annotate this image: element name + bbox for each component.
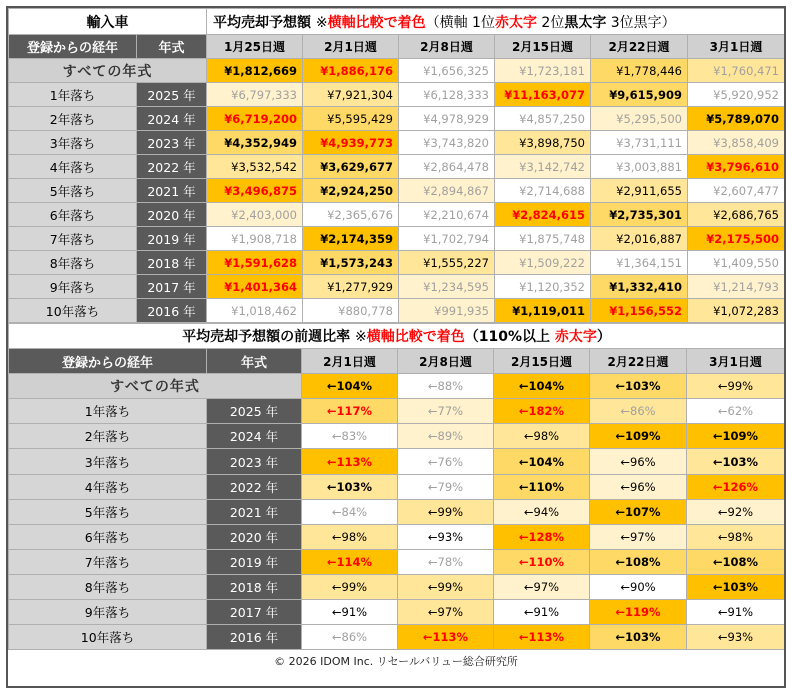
ratio-cell: ←110% — [494, 549, 590, 574]
table-row — [9, 83, 785, 107]
ratio-cell: ←94% — [494, 499, 590, 524]
age-label: 6年落ち — [9, 203, 137, 227]
all-years-row — [9, 374, 785, 399]
all-years-label: すべての年式 — [9, 59, 207, 83]
table-row — [9, 131, 785, 155]
age-label: 1年落ち — [9, 399, 207, 424]
ratio-cell: ←113% — [494, 625, 590, 650]
table-row — [9, 600, 785, 625]
age-label: 4年落ち — [9, 474, 207, 499]
price-cell: ¥5,920,952 — [688, 83, 785, 107]
table-row — [9, 549, 785, 574]
price-cell: ¥4,352,949 — [207, 131, 303, 155]
price-cell: ¥1,409,550 — [688, 251, 785, 275]
ratio-cell: ←79% — [398, 474, 494, 499]
table-row — [9, 574, 785, 599]
week-column-header: 2月15日週 — [495, 35, 591, 59]
ratio-cell: ←86% — [302, 625, 398, 650]
ratio-cell: ←103% — [590, 625, 687, 650]
title-segment: 平均売却予想額 — [213, 14, 316, 31]
price-cell: ¥1,573,243 — [303, 251, 399, 275]
ratio-cell: ←96% — [590, 474, 687, 499]
ratio-cell: ←99% — [398, 499, 494, 524]
price-cell: ¥7,921,304 — [303, 83, 399, 107]
header-row — [9, 349, 785, 374]
week-column-header: 2月15日週 — [494, 349, 590, 374]
age-label: 10年落ち — [9, 299, 137, 323]
title-segment: 横軸比較で着色 — [366, 329, 465, 346]
price-cell: ¥3,743,820 — [399, 131, 495, 155]
age-column-header: 登録からの経年 — [9, 349, 207, 374]
title-segment: 黒太字 — [564, 14, 607, 31]
ratio-cell: ←99% — [687, 374, 785, 399]
title-segment: 3位黒字） — [606, 14, 676, 31]
price-cell: ¥1,072,283 — [688, 299, 785, 323]
ratio-cell: ←107% — [590, 499, 687, 524]
price-cell: ¥2,735,301 — [591, 203, 688, 227]
price-cell: ¥1,555,227 — [399, 251, 495, 275]
model-year-label: 2020 年 — [207, 524, 302, 549]
title-row — [9, 9, 785, 35]
model-year-label: 2019 年 — [207, 549, 302, 574]
model-year-label: 2023 年 — [137, 131, 207, 155]
title-segment: ※ — [355, 329, 367, 346]
table-row — [9, 625, 785, 650]
category-title: 輸入車 — [9, 9, 207, 35]
price-cell: ¥2,210,674 — [399, 203, 495, 227]
ratio-cell: ←98% — [494, 424, 590, 449]
table-row — [9, 524, 785, 549]
ratio-cell: ←86% — [590, 399, 687, 424]
ratio-cell: ←97% — [494, 574, 590, 599]
age-label: 8年落ち — [9, 251, 137, 275]
ratio-cell: ←103% — [302, 474, 398, 499]
age-label: 5年落ち — [9, 499, 207, 524]
price-cell: ¥1,908,718 — [207, 227, 303, 251]
price-cell: ¥1,778,446 — [591, 59, 688, 83]
price-cell: ¥1,018,462 — [207, 299, 303, 323]
price-cell: ¥5,789,070 — [688, 107, 785, 131]
price-cell: ¥3,731,111 — [591, 131, 688, 155]
price-cell: ¥1,214,793 — [688, 275, 785, 299]
model-year-label: 2018 年 — [137, 251, 207, 275]
price-cell: ¥1,875,748 — [495, 227, 591, 251]
week-column-header: 2月1日週 — [303, 35, 399, 59]
title-segment: 平均売却予想額の前週比率 — [182, 329, 355, 346]
resale-value-table — [8, 8, 785, 323]
title-segment: 2位 — [536, 14, 565, 31]
age-label: 2年落ち — [9, 107, 137, 131]
price-cell: ¥3,629,677 — [303, 155, 399, 179]
ratio-cell: ←90% — [590, 574, 687, 599]
price-cell: ¥1,509,222 — [495, 251, 591, 275]
price-cell: ¥6,719,200 — [207, 107, 303, 131]
model-year-label: 2025 年 — [207, 399, 302, 424]
week-over-week-ratio-table — [8, 323, 785, 650]
price-cell: ¥2,174,359 — [303, 227, 399, 251]
table-row — [9, 179, 785, 203]
price-cell: ¥2,924,250 — [303, 179, 399, 203]
title-segment: 赤太字 — [494, 14, 537, 31]
model-year-label: 2021 年 — [207, 499, 302, 524]
table-row — [9, 155, 785, 179]
age-label: 1年落ち — [9, 83, 137, 107]
week-column-header: 2月22日週 — [590, 349, 687, 374]
ratio-cell: ←128% — [494, 524, 590, 549]
model-year-label: 2022 年 — [137, 155, 207, 179]
table-row — [9, 299, 785, 323]
price-cell: ¥2,911,655 — [591, 179, 688, 203]
price-cell: ¥3,003,881 — [591, 155, 688, 179]
ratio-cell: ←97% — [398, 600, 494, 625]
ratio-cell: ←96% — [590, 449, 687, 474]
footer-table — [8, 650, 784, 672]
price-cell: ¥3,898,750 — [495, 131, 591, 155]
model-year-label: 2022 年 — [207, 474, 302, 499]
model-year-label: 2025 年 — [137, 83, 207, 107]
title-row — [9, 324, 785, 349]
table-row — [9, 399, 785, 424]
price-cell: ¥4,978,929 — [399, 107, 495, 131]
price-cell: ¥1,656,325 — [399, 59, 495, 83]
week-column-header: 1月25日週 — [207, 35, 303, 59]
model-year-label: 2019 年 — [137, 227, 207, 251]
price-cell: ¥1,277,929 — [303, 275, 399, 299]
age-label: 9年落ち — [9, 600, 207, 625]
ratio-cell: ←99% — [398, 574, 494, 599]
price-cell: ¥3,142,742 — [495, 155, 591, 179]
ratio-cell: ←108% — [590, 549, 687, 574]
price-cell: ¥1,401,364 — [207, 275, 303, 299]
ratio-cell: ←78% — [398, 549, 494, 574]
ratio-cell: ←92% — [687, 499, 785, 524]
price-cell: ¥3,496,875 — [207, 179, 303, 203]
price-cell: ¥1,702,794 — [399, 227, 495, 251]
model-year-label: 2024 年 — [207, 424, 302, 449]
price-cell: ¥9,615,909 — [591, 83, 688, 107]
ratio-cell: ←182% — [494, 399, 590, 424]
price-cell: ¥4,939,773 — [303, 131, 399, 155]
price-cell: ¥2,824,615 — [495, 203, 591, 227]
week-column-header: 2月8日週 — [398, 349, 494, 374]
ratio-cell: ←83% — [302, 424, 398, 449]
all-years-row — [9, 59, 785, 83]
table-row — [9, 107, 785, 131]
price-cell: ¥2,365,676 — [303, 203, 399, 227]
table-row — [9, 275, 785, 299]
price-cell: ¥1,119,011 — [495, 299, 591, 323]
title-segment: （110%以上 — [464, 329, 555, 346]
ratio-cell: ←99% — [302, 574, 398, 599]
ratio-cell: ←93% — [687, 625, 785, 650]
ratio-cell: ←84% — [302, 499, 398, 524]
price-cell: ¥6,128,333 — [399, 83, 495, 107]
model-year-label: 2017 年 — [207, 600, 302, 625]
table-title — [207, 9, 785, 35]
ratio-cell: ←91% — [494, 600, 590, 625]
age-label: 7年落ち — [9, 227, 137, 251]
price-cell: ¥2,175,500 — [688, 227, 785, 251]
ratio-cell: ←104% — [494, 374, 590, 399]
price-cell: ¥6,797,333 — [207, 83, 303, 107]
ratio-cell: ←104% — [494, 449, 590, 474]
price-cell: ¥2,864,478 — [399, 155, 495, 179]
table-row — [9, 203, 785, 227]
age-label: 8年落ち — [9, 574, 207, 599]
price-cell: ¥11,163,077 — [495, 83, 591, 107]
ratio-cell: ←113% — [302, 449, 398, 474]
ratio-cell: ←97% — [590, 524, 687, 549]
price-cell: ¥2,894,867 — [399, 179, 495, 203]
week-column-header: 2月22日週 — [591, 35, 688, 59]
ratio-cell: ←126% — [687, 474, 785, 499]
price-cell: ¥3,532,542 — [207, 155, 303, 179]
ratio-cell: ←89% — [398, 424, 494, 449]
ratio-cell: ←91% — [302, 600, 398, 625]
ratio-cell: ←98% — [302, 524, 398, 549]
age-label: 10年落ち — [9, 625, 207, 650]
price-cell: ¥3,796,610 — [688, 155, 785, 179]
model-year-label: 2017 年 — [137, 275, 207, 299]
model-year-label: 2020 年 — [137, 203, 207, 227]
price-cell: ¥1,886,176 — [303, 59, 399, 83]
price-cell: ¥4,857,250 — [495, 107, 591, 131]
week-column-header: 2月1日週 — [302, 349, 398, 374]
ratio-cell: ←77% — [398, 399, 494, 424]
table-row — [9, 227, 785, 251]
ratio-cell: ←109% — [687, 424, 785, 449]
ratio-cell: ←113% — [398, 625, 494, 650]
ratio-cell: ←103% — [590, 374, 687, 399]
model-year-label: 2021 年 — [137, 179, 207, 203]
price-cell: ¥2,403,000 — [207, 203, 303, 227]
ratio-cell: ←117% — [302, 399, 398, 424]
price-cell: ¥5,595,429 — [303, 107, 399, 131]
age-label: 7年落ち — [9, 549, 207, 574]
price-cell: ¥1,812,669 — [207, 59, 303, 83]
price-cell: ¥1,120,352 — [495, 275, 591, 299]
price-cell: ¥1,591,628 — [207, 251, 303, 275]
ratio-cell: ←110% — [494, 474, 590, 499]
year-column-header: 年式 — [207, 349, 302, 374]
table-row — [9, 474, 785, 499]
price-cell: ¥5,295,500 — [591, 107, 688, 131]
copyright-footer: © 2026 IDOM Inc. リセールバリュー総合研究所 — [8, 650, 784, 672]
ratio-cell: ←93% — [398, 524, 494, 549]
model-year-label: 2016 年 — [207, 625, 302, 650]
ratio-cell: ←76% — [398, 449, 494, 474]
table-row — [9, 499, 785, 524]
price-cell: ¥2,016,887 — [591, 227, 688, 251]
header-row — [9, 35, 785, 59]
price-cell: ¥2,714,688 — [495, 179, 591, 203]
title-segment: （横軸 1位 — [425, 14, 495, 31]
week-column-header: 3月1日週 — [687, 349, 785, 374]
ratio-cell: ←109% — [590, 424, 687, 449]
price-cell: ¥1,364,151 — [591, 251, 688, 275]
title-segment: ） — [596, 329, 611, 346]
all-years-label: すべての年式 — [9, 374, 302, 399]
year-column-header: 年式 — [137, 35, 207, 59]
ratio-cell: ←91% — [687, 600, 785, 625]
age-label: 3年落ち — [9, 449, 207, 474]
ratio-cell: ←108% — [687, 549, 785, 574]
age-label: 4年落ち — [9, 155, 137, 179]
week-column-header: 2月8日週 — [399, 35, 495, 59]
ratio-cell: ←88% — [398, 374, 494, 399]
title-segment: 横軸比較で着色 — [327, 14, 426, 31]
price-cell: ¥1,234,595 — [399, 275, 495, 299]
model-year-label: 2018 年 — [207, 574, 302, 599]
price-cell: ¥2,607,477 — [688, 179, 785, 203]
age-column-header: 登録からの経年 — [9, 35, 137, 59]
table-row — [9, 449, 785, 474]
week-column-header: 3月1日週 — [688, 35, 785, 59]
model-year-label: 2023 年 — [207, 449, 302, 474]
age-label: 9年落ち — [9, 275, 137, 299]
price-cell: ¥1,332,410 — [591, 275, 688, 299]
model-year-label: 2024 年 — [137, 107, 207, 131]
age-label: 3年落ち — [9, 131, 137, 155]
price-cell: ¥2,686,765 — [688, 203, 785, 227]
ratio-cell: ←114% — [302, 549, 398, 574]
price-cell: ¥991,935 — [399, 299, 495, 323]
report-frame — [6, 6, 786, 688]
table-row — [9, 251, 785, 275]
price-cell: ¥880,778 — [303, 299, 399, 323]
price-cell: ¥1,156,552 — [591, 299, 688, 323]
table-title — [9, 324, 785, 349]
ratio-cell: ←98% — [687, 524, 785, 549]
title-segment: ※ — [315, 14, 328, 31]
ratio-cell: ←103% — [687, 574, 785, 599]
model-year-label: 2016 年 — [137, 299, 207, 323]
age-label: 6年落ち — [9, 524, 207, 549]
ratio-cell: ←104% — [302, 374, 398, 399]
price-cell: ¥3,858,409 — [688, 131, 785, 155]
price-cell: ¥1,760,471 — [688, 59, 785, 83]
ratio-cell: ←62% — [687, 399, 785, 424]
price-cell: ¥1,723,181 — [495, 59, 591, 83]
table-row — [9, 424, 785, 449]
ratio-cell: ←103% — [687, 449, 785, 474]
age-label: 5年落ち — [9, 179, 137, 203]
age-label: 2年落ち — [9, 424, 207, 449]
title-segment: 赤太字 — [554, 329, 597, 346]
ratio-cell: ←119% — [590, 600, 687, 625]
